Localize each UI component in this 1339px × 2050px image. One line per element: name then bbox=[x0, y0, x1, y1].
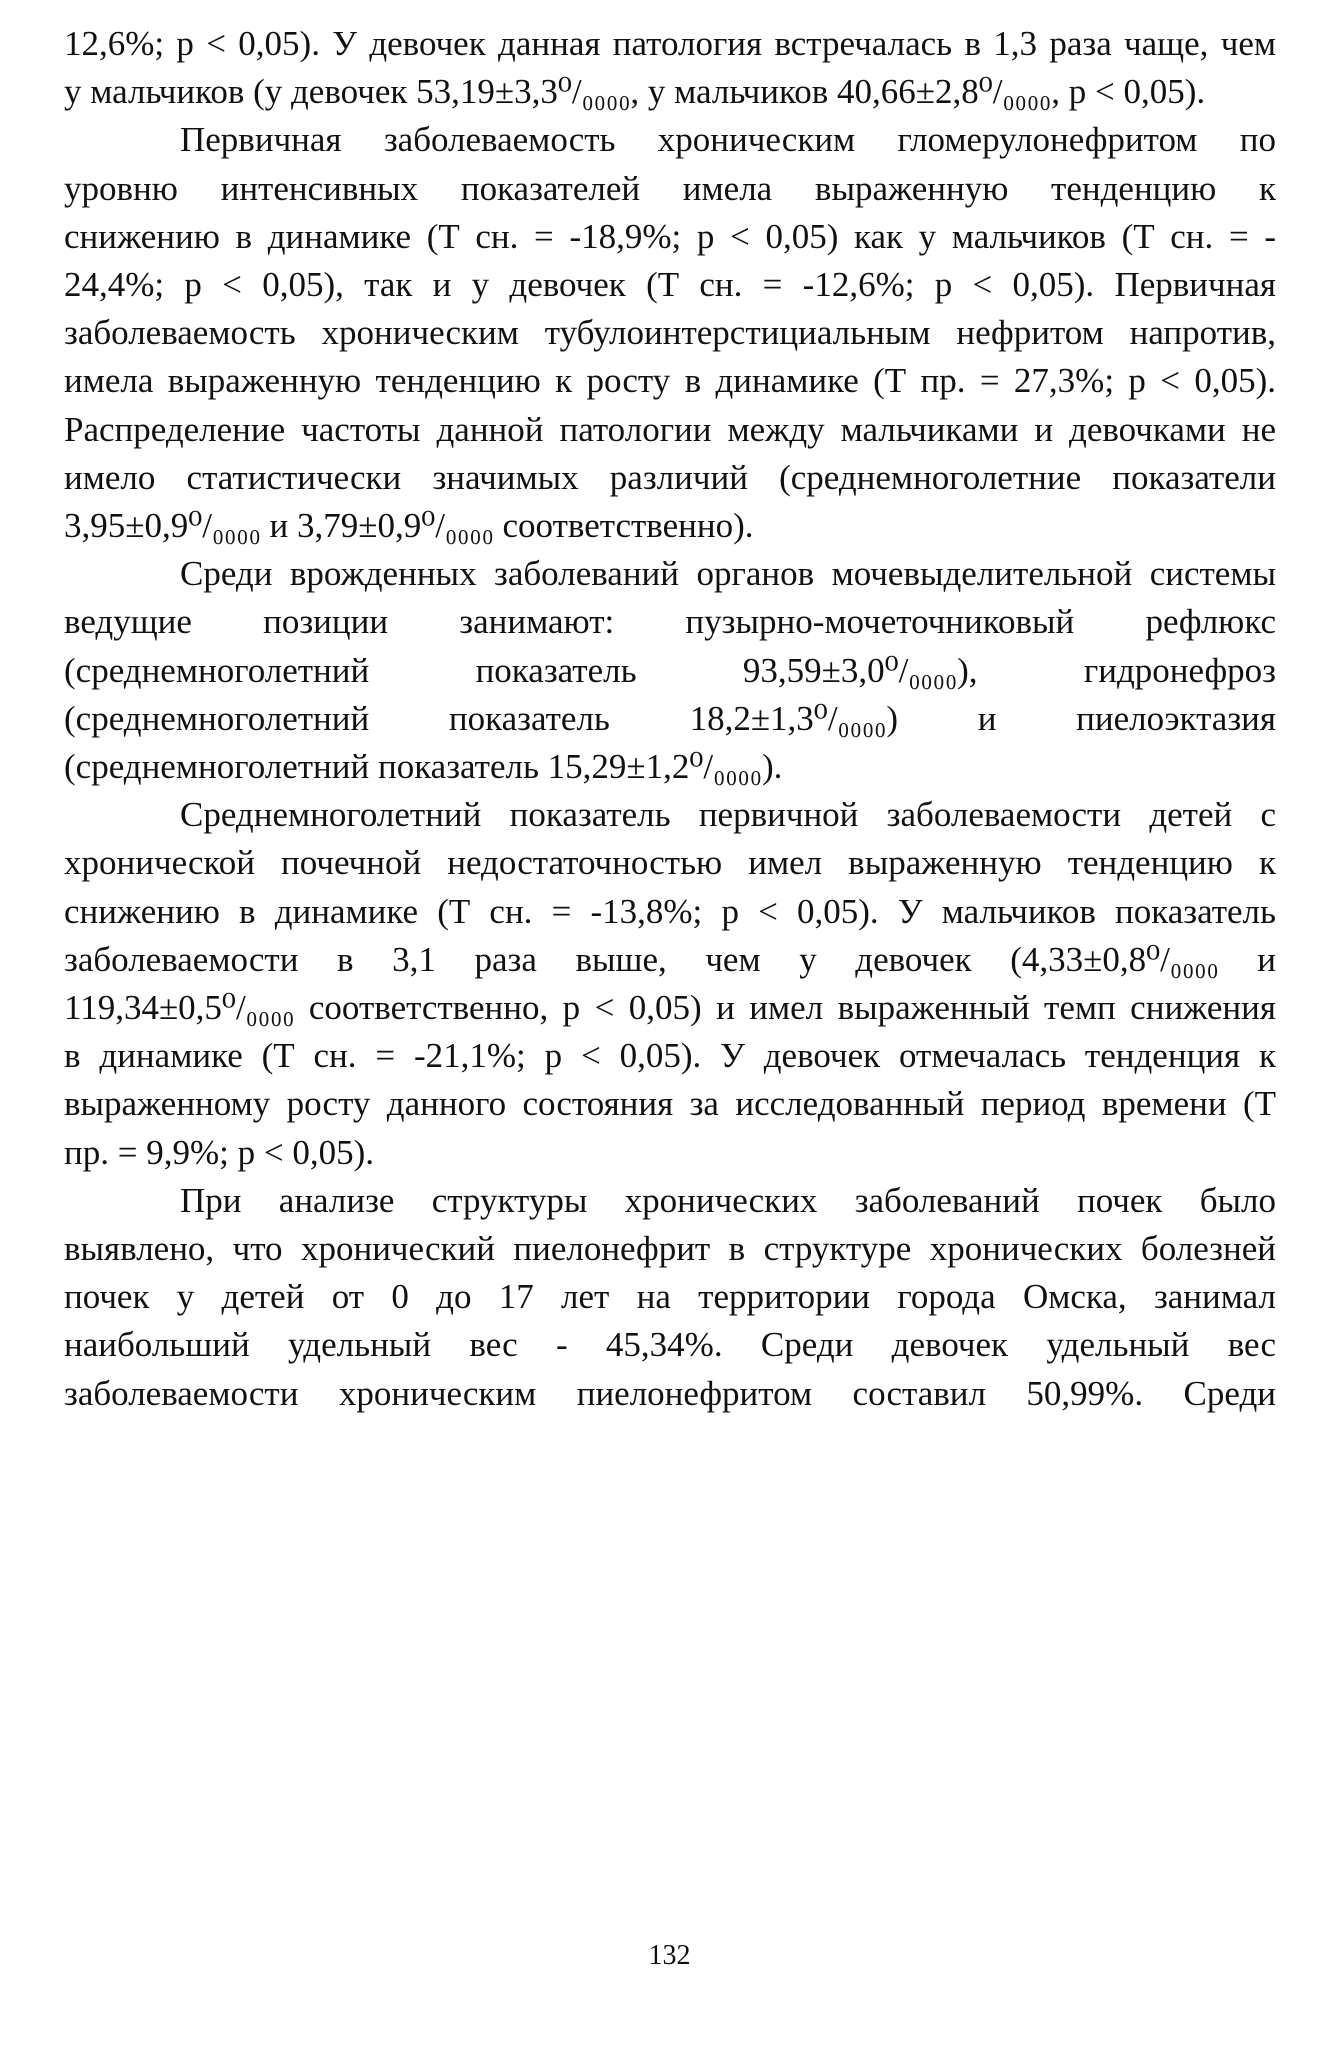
text-line: имела выраженную тенденцию к росту в динамике (Т пр. = 27,3%; р < 0,05). bbox=[64, 361, 1276, 400]
text-line: (среднемноголетний показатель 18,2±1,3⁰/₀₀₀₀) и пиелоэктазия bbox=[64, 699, 1276, 738]
text-line: 3,95±0,9⁰/₀₀₀₀ и 3,79±0,9⁰/₀₀₀₀ соответственно). bbox=[64, 506, 754, 545]
text-line: (среднемноголетний показатель 93,59±3,0⁰/₀₀₀₀), гидронефроз bbox=[64, 651, 1276, 690]
text-line: заболеваемости в 3,1 раза выше, чем у девочек (4,33±0,8⁰/₀₀₀₀ и bbox=[64, 940, 1276, 979]
text-line: Среднемноголетний показатель первичной заболеваемости детей с bbox=[180, 795, 1276, 834]
text-line: 24,4%; р < 0,05), так и у девочек (Т сн. = -12,6%; р < 0,05). Первичная bbox=[64, 265, 1276, 304]
text-line: 119,34±0,5⁰/₀₀₀₀ соответственно, р < 0,05) и имел выраженный темп снижения bbox=[64, 988, 1276, 1027]
text-line: снижению в динамике (Т сн. = -13,8%; р < 0,05). У мальчиков показатель bbox=[64, 892, 1276, 931]
text-line: почек у детей от 0 до 17 лет на территории города Омска, занимал bbox=[64, 1277, 1276, 1316]
text-line: имело статистически значимых различий (среднемноголетние показатели bbox=[64, 458, 1276, 497]
text-line: Первичная заболеваемость хроническим гломерулонефритом по bbox=[180, 120, 1276, 159]
text-line: снижению в динамике (Т сн. = -18,9%; р < 0,05) как у мальчиков (Т сн. = - bbox=[64, 217, 1276, 256]
page-number: 132 bbox=[648, 1940, 691, 1971]
text-line: выявлено, что хронический пиелонефрит в структуре хронических болезней bbox=[64, 1229, 1276, 1268]
text-line: в динамике (Т сн. = -21,1%; р < 0,05). У девочек отмечалась тенденция к bbox=[64, 1036, 1276, 1075]
text-line: заболеваемости хроническим пиелонефритом составил 50,99%. Среди bbox=[64, 1374, 1276, 1413]
text-line: При анализе структуры хронических заболеваний почек было bbox=[180, 1181, 1276, 1220]
text-line: (среднемноголетний показатель 15,29±1,2⁰/₀₀₀₀). bbox=[64, 747, 783, 786]
text-line: заболеваемость хроническим тубулоинтерстициальным нефритом напротив, bbox=[64, 313, 1276, 352]
text-line: ведущие позиции занимают: пузырно-мочеточниковый рефлюкс bbox=[64, 602, 1276, 641]
text-line: наибольший удельный вес - 45,34%. Среди девочек удельный вес bbox=[64, 1325, 1276, 1364]
text-line: хронической почечной недостаточностью имел выраженную тенденцию к bbox=[64, 843, 1276, 882]
text-line: уровню интенсивных показателей имела выраженную тенденцию к bbox=[64, 169, 1276, 208]
text-line: 12,6%; р < 0,05). У девочек данная патология встречалась в 1,3 раза чаще, чем bbox=[64, 24, 1276, 63]
text-line: у мальчиков (у девочек 53,19±3,3⁰/₀₀₀₀, у мальчиков 40,66±2,8⁰/₀₀₀₀, р < 0,05). bbox=[64, 72, 1206, 111]
text-line: Распределение частоты данной патологии между мальчиками и девочками не bbox=[64, 410, 1276, 449]
text-line: пр. = 9,9%; р < 0,05). bbox=[64, 1133, 374, 1172]
text-line: выраженному росту данного состояния за исследованный период времени (Т bbox=[64, 1084, 1276, 1123]
text-line: Среди врожденных заболеваний органов мочевыделительной системы bbox=[180, 554, 1276, 593]
